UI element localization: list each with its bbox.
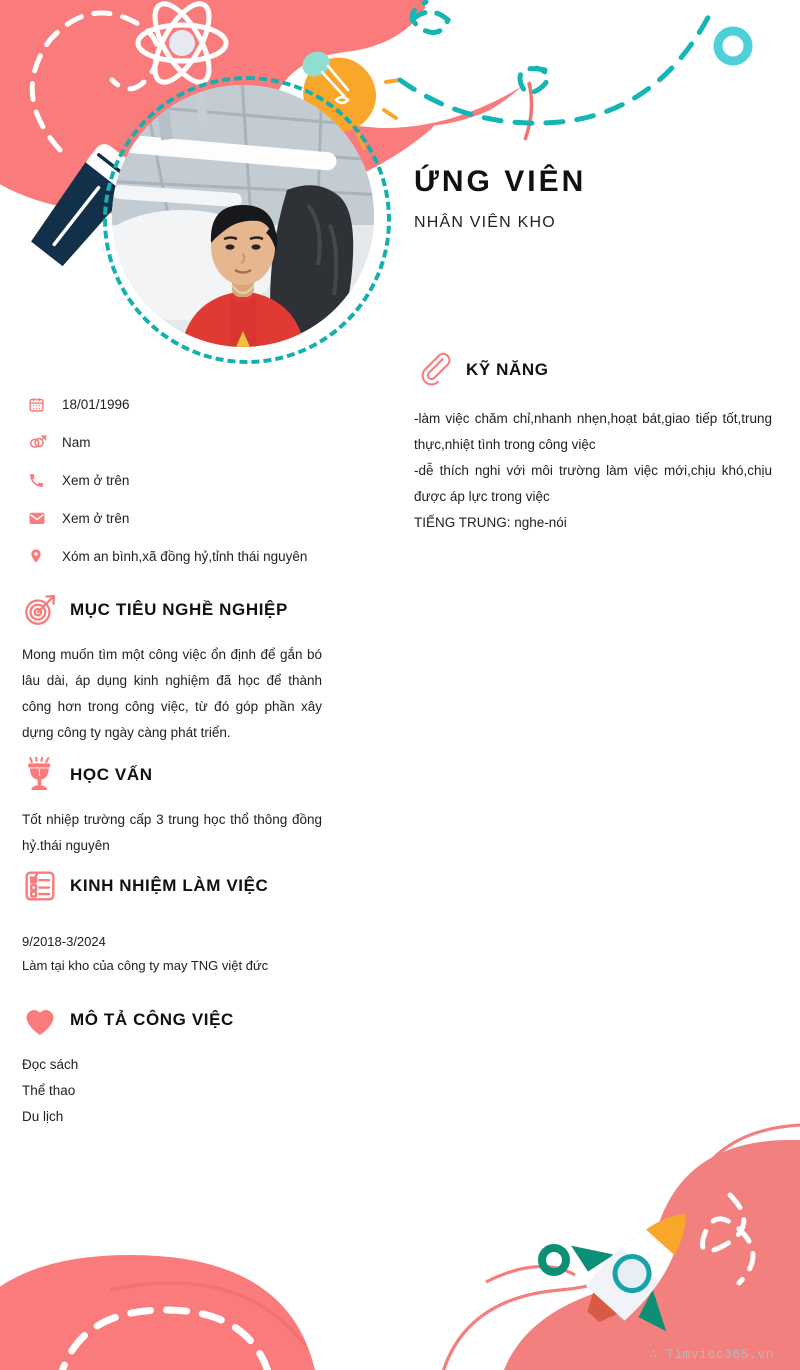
- page-subtitle: NHÂN VIÊN KHO: [414, 214, 556, 231]
- contact-value-address: Xóm an bình,xã đồng hỷ,tỉnh thái nguyên: [62, 548, 308, 564]
- section-education: [22, 757, 322, 859]
- contact-value-gender: Nam: [62, 434, 91, 450]
- job-description-item-2: Thể thao: [22, 1083, 76, 1098]
- education-text: Tốt nhiệp trường cấp 3 trung học thổ thông đồng hỷ.thái nguyên: [22, 812, 322, 853]
- experience-description: Làm tại kho của công ty may TNG việt đức: [22, 958, 269, 973]
- location-icon: [28, 547, 62, 565]
- calendar-icon: [28, 396, 62, 413]
- gender-icon: [28, 433, 62, 452]
- job-description-item-1: Đọc sách: [22, 1057, 79, 1072]
- watermark: ∴ Timviec365.vn: [649, 1347, 774, 1362]
- job-description-item-3: Du lịch: [22, 1109, 64, 1124]
- page-title: ỨNG VIÊN: [414, 165, 587, 198]
- skills-line-1: -làm việc chăm chỉ,nhanh nhẹn,hoạt bát,giao tiếp tốt,trung thực,nhiệt tình trong công việc: [414, 411, 772, 452]
- section-title-experience: KINH NHIỆM LÀM VIỆC: [70, 876, 269, 895]
- contact-value-birthday: 18/01/1996: [62, 396, 130, 412]
- contact-value-phone: Xem ở trên: [62, 472, 130, 488]
- section-header-experience: [22, 868, 352, 904]
- email-icon: [28, 509, 62, 527]
- checklist-icon: [22, 868, 58, 904]
- section-header-education: [22, 757, 322, 793]
- experience-entry: [22, 934, 352, 973]
- photo-dashed-ring: [103, 76, 391, 364]
- section-title-skills: KỸ NĂNG: [466, 360, 549, 379]
- objective-text: Mong muốn tìm một công việc ổn định để gắn bó lâu dài, áp dụng kinh nghiệm đã học để thành công hơn trong công việc, từ đó góp phần xây dựng công ty ngày càng phát triển.: [22, 647, 322, 740]
- skills-line-3: TIẾNG TRUNG: nghe-nói: [414, 515, 567, 530]
- section-header-skills: [414, 352, 772, 388]
- job-description-list: [22, 1052, 352, 1130]
- teal-ring-small: [542, 1248, 566, 1272]
- avatar: [112, 85, 374, 347]
- contact-row-address: [28, 537, 378, 575]
- target-icon: [22, 592, 58, 628]
- contact-row-gender: [28, 423, 378, 461]
- section-job-description: [22, 1002, 352, 1130]
- section-skills: [414, 352, 772, 536]
- contact-list: [28, 385, 378, 575]
- heart-icon: [22, 1002, 58, 1038]
- section-experience: [22, 868, 352, 973]
- page-title-group: [414, 165, 586, 232]
- section-title-education: HỌC VẤN: [70, 765, 153, 784]
- svg-text:1: 1: [36, 767, 42, 779]
- section-header-objective: [22, 592, 322, 628]
- contact-row-phone: [28, 461, 378, 499]
- contact-value-email: Xem ở trên: [62, 510, 130, 526]
- section-title-objective: MỤC TIÊU NGHỀ NGHIỆP: [70, 600, 288, 619]
- experience-date-range: 9/2018-3/2024: [22, 934, 106, 949]
- trophy-icon: [22, 757, 58, 793]
- contact-row-email: [28, 499, 378, 537]
- phone-icon: [28, 472, 62, 489]
- teal-ring: [718, 31, 748, 61]
- section-header-job-description: [22, 1002, 352, 1038]
- skills-line-2: -dễ thích nghi với môi trường làm việc mới,chịu khó,chịu được áp lực trong việc: [414, 463, 772, 504]
- section-title-job-description: MÔ TẢ CÔNG VIỆC: [70, 1010, 234, 1029]
- section-objective: [22, 592, 322, 746]
- contact-row-birthday: [28, 385, 378, 423]
- paperclip-icon: [418, 352, 454, 388]
